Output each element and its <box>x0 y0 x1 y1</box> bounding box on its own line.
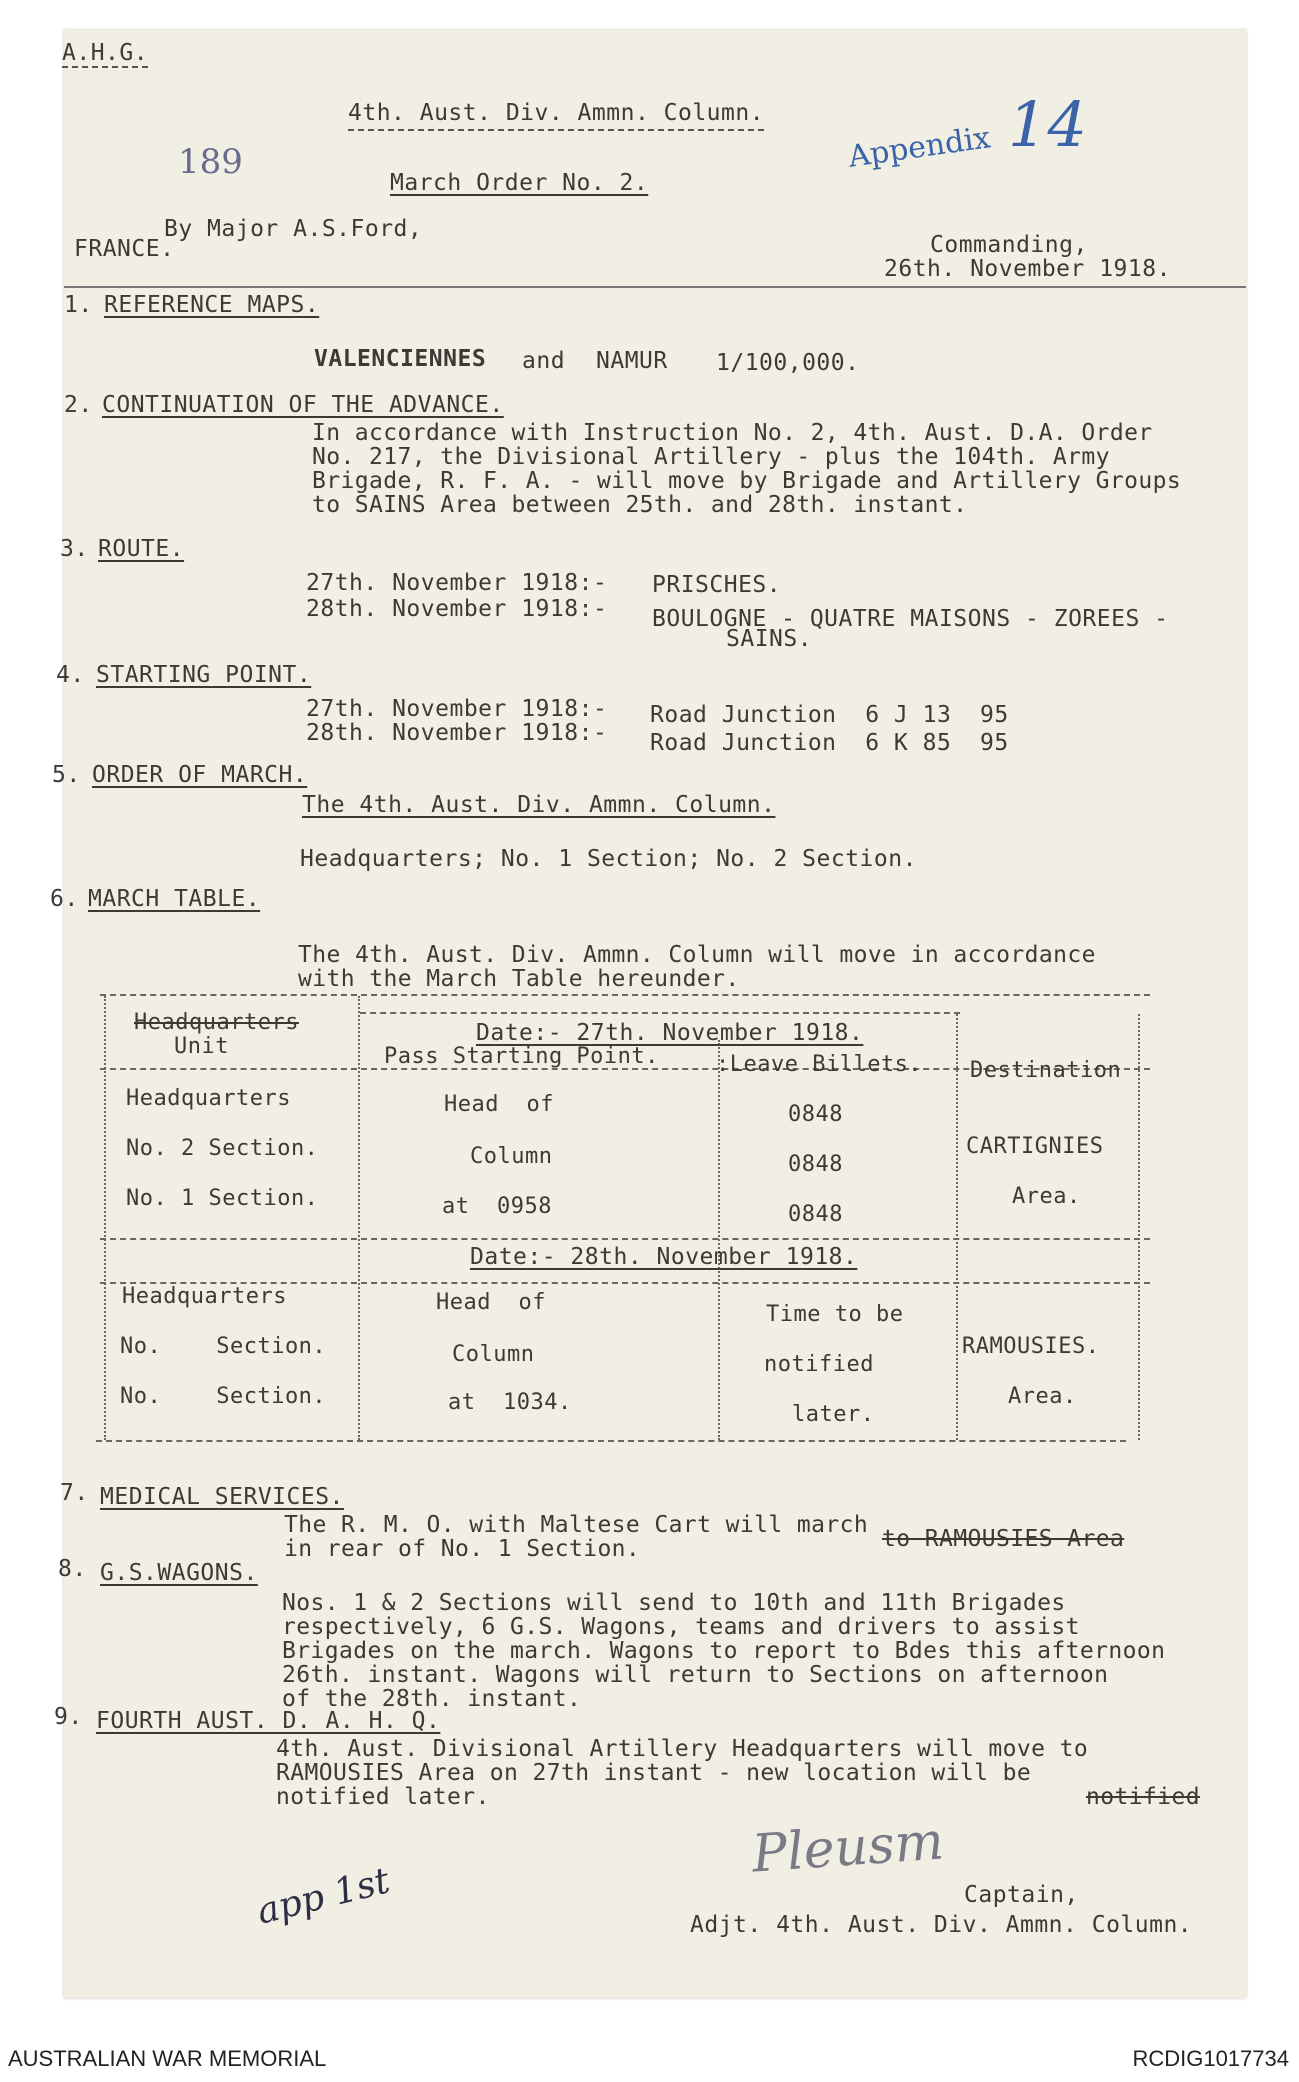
order-of-march: Headquarters; No. 1 Section; No. 2 Section. <box>300 846 917 872</box>
map-valenciennes: VALENCIENNES <box>314 346 487 372</box>
day1-destination: CARTIGNIES <box>966 1134 1104 1159</box>
section-number: 2. <box>64 392 93 418</box>
archive-label: AUSTRALIAN WAR MEMORIAL <box>8 2046 327 2071</box>
section-heading: REFERENCE MAPS. <box>104 292 320 318</box>
dahq-line-1: 4th. Aust. Divisional Artillery Headquarters will move to <box>276 1736 1089 1762</box>
day2-leave: Time to be <box>766 1302 904 1327</box>
date-row-1: Date:- 27th. November 1918. <box>476 1020 864 1046</box>
table-column-rule <box>1138 1014 1140 1440</box>
file-reference: A.H.G. <box>62 40 149 66</box>
advance-line-3: Brigade, R. F. A. - will move by Brigade and Artillery Groups <box>312 468 1182 494</box>
dahq-line-2-struck: notified <box>1086 1784 1200 1810</box>
table-rule <box>360 1012 960 1014</box>
unit-header: Unit <box>174 1034 229 1059</box>
day1-leave: 0848 <box>788 1202 843 1227</box>
table-rule <box>96 1440 1126 1442</box>
wagons-line-4: 26th. instant. Wagons will return to Sections on afternoon <box>282 1662 1109 1688</box>
place: FRANCE. <box>74 236 175 262</box>
day2-unit: Headquarters <box>122 1284 287 1309</box>
section-heading: MEDICAL SERVICES. <box>100 1484 344 1510</box>
day2-unit: No. Section. <box>120 1334 327 1359</box>
day1-unit: No. 1 Section. <box>126 1186 319 1211</box>
section-heading: STARTING POINT. <box>96 662 312 688</box>
start-point-1: Road Junction 6 J 13 95 <box>650 702 1009 728</box>
table-rule <box>100 1238 1150 1240</box>
route-2-cont: SAINS. <box>726 626 813 652</box>
route-date-2: 28th. November 1918:- <box>306 596 608 622</box>
dahq-line-2: RAMOUSIES Area on 27th instant - new location will be <box>276 1760 1032 1786</box>
dahq-line-3: notified later. <box>276 1784 490 1810</box>
wagons-line-5: of the 28th. instant. <box>282 1686 582 1712</box>
day2-leave: later. <box>792 1402 875 1427</box>
medical-line-1: The R. M. O. with Maltese Cart will march <box>284 1512 869 1538</box>
day2-pass: Head of <box>436 1290 546 1315</box>
section-heading: ORDER OF MARCH. <box>92 762 308 788</box>
start-date-2: 28th. November 1918:- <box>306 720 608 746</box>
order-date: 26th. November 1918. <box>884 256 1171 282</box>
header-rule <box>64 286 1246 288</box>
route-2: BOULOGNE - QUATRE MAISONS - ZOREES - <box>652 606 1169 632</box>
table-column-rule <box>358 996 360 1440</box>
march-table-intro-2: with the March Table hereunder. <box>298 966 740 992</box>
day2-destination: Area. <box>1008 1384 1077 1409</box>
route-1: PRISCHES. <box>652 572 782 598</box>
commanding: Commanding, <box>930 232 1088 258</box>
day1-leave: 0848 <box>788 1152 843 1177</box>
section-number: 9. <box>54 1704 83 1730</box>
page-number: 189 <box>178 142 243 182</box>
unit-title: 4th. Aust. Div. Ammn. Column. <box>348 100 764 131</box>
by-line: By Major A.S.Ford, <box>164 216 423 242</box>
day1-pass: at 0958 <box>442 1194 552 1219</box>
day2-leave: notified <box>764 1352 874 1377</box>
section-number: 8. <box>58 1556 87 1582</box>
day1-leave: 0848 <box>788 1102 843 1127</box>
day1-pass: Column <box>470 1144 553 1169</box>
advance-line-4: to SAINS Area between 25th. and 28th. instant. <box>312 492 968 518</box>
order-title: March Order No. 2. <box>390 170 649 196</box>
section-heading: MARCH TABLE. <box>88 886 261 912</box>
advance-line-1: In accordance with Instruction No. 2, 4th. Aust. D.A. Order <box>312 420 1153 446</box>
map-scale: 1/100,000. <box>716 350 860 376</box>
start-point-2: Road Junction 6 K 85 95 <box>650 730 1009 756</box>
section-number: 3. <box>60 536 89 562</box>
section-heading: G.S.WAGONS. <box>100 1560 258 1586</box>
pass-starting-point-header: Pass Starting Point. <box>384 1044 659 1069</box>
section-number: 6. <box>50 886 79 912</box>
destination-header: Destination <box>970 1058 1122 1083</box>
signatory-rank: Captain, <box>964 1882 1079 1908</box>
leave-billets-header: :Leave Billets. <box>716 1052 923 1077</box>
wagons-line-1: Nos. 1 & 2 Sections will send to 10th and 11th Brigades <box>282 1590 1066 1616</box>
signatory-title: Adjt. 4th. Aust. Div. Ammn. Column. <box>690 1912 1193 1938</box>
route-date-1: 27th. November 1918:- <box>306 570 608 596</box>
table-column-rule <box>956 1014 958 1440</box>
day2-destination: RAMOUSIES. <box>962 1334 1100 1359</box>
appendix-label: Appendix <box>846 120 993 175</box>
signature: Pleusm <box>750 1811 946 1885</box>
section-number: 5. <box>52 762 81 788</box>
start-date-1: 27th. November 1918:- <box>306 696 608 722</box>
day2-pass: at 1034. <box>448 1390 572 1415</box>
archive-id: RCDIG1017734 <box>1132 2046 1289 2071</box>
table-column-rule <box>104 996 106 1440</box>
section-heading: ROUTE. <box>98 536 185 562</box>
section-heading: CONTINUATION OF THE ADVANCE. <box>102 392 504 418</box>
day1-unit: No. 2 Section. <box>126 1136 319 1161</box>
day2-pass: Column <box>452 1342 535 1367</box>
map-and: and <box>522 348 566 374</box>
wagons-line-3: Brigades on the march. Wagons to report to Bdes this afternoon <box>282 1638 1166 1664</box>
advance-line-2: No. 217, the Divisional Artillery - plus the 104th. Army <box>312 444 1110 470</box>
date-row-2: Date:- 28th. November 1918. <box>470 1244 858 1270</box>
order-subheading: The 4th. Aust. Div. Ammn. Column. <box>302 792 776 818</box>
table-rule <box>100 994 1150 996</box>
day1-pass: Head of <box>444 1092 554 1117</box>
section-number: 1. <box>64 292 93 318</box>
section-heading: FOURTH AUST. D. A. H. Q. <box>96 1708 441 1734</box>
appendix-number: 14 <box>1008 88 1087 161</box>
wagons-line-2: respectively, 6 G.S. Wagons, teams and drivers to assist <box>282 1614 1080 1640</box>
day1-unit: Headquarters <box>126 1086 291 1111</box>
section-number: 7. <box>60 1480 89 1506</box>
day1-destination: Area. <box>1012 1184 1081 1209</box>
table-column-rule <box>718 1040 720 1440</box>
section-number: 4. <box>56 662 85 688</box>
medical-line-2: in rear of No. 1 Section. <box>284 1536 641 1562</box>
unit-header-struck: Headquarters <box>134 1010 299 1035</box>
day2-unit: No. Section. <box>120 1384 327 1409</box>
medical-line-1-struck: to RAMOUSIES Area <box>882 1526 1125 1552</box>
marginal-note: app 1st <box>253 1860 394 1933</box>
map-namur: NAMUR <box>596 348 668 374</box>
march-table-intro-1: The 4th. Aust. Div. Ammn. Column will move in accordance <box>298 942 1096 968</box>
